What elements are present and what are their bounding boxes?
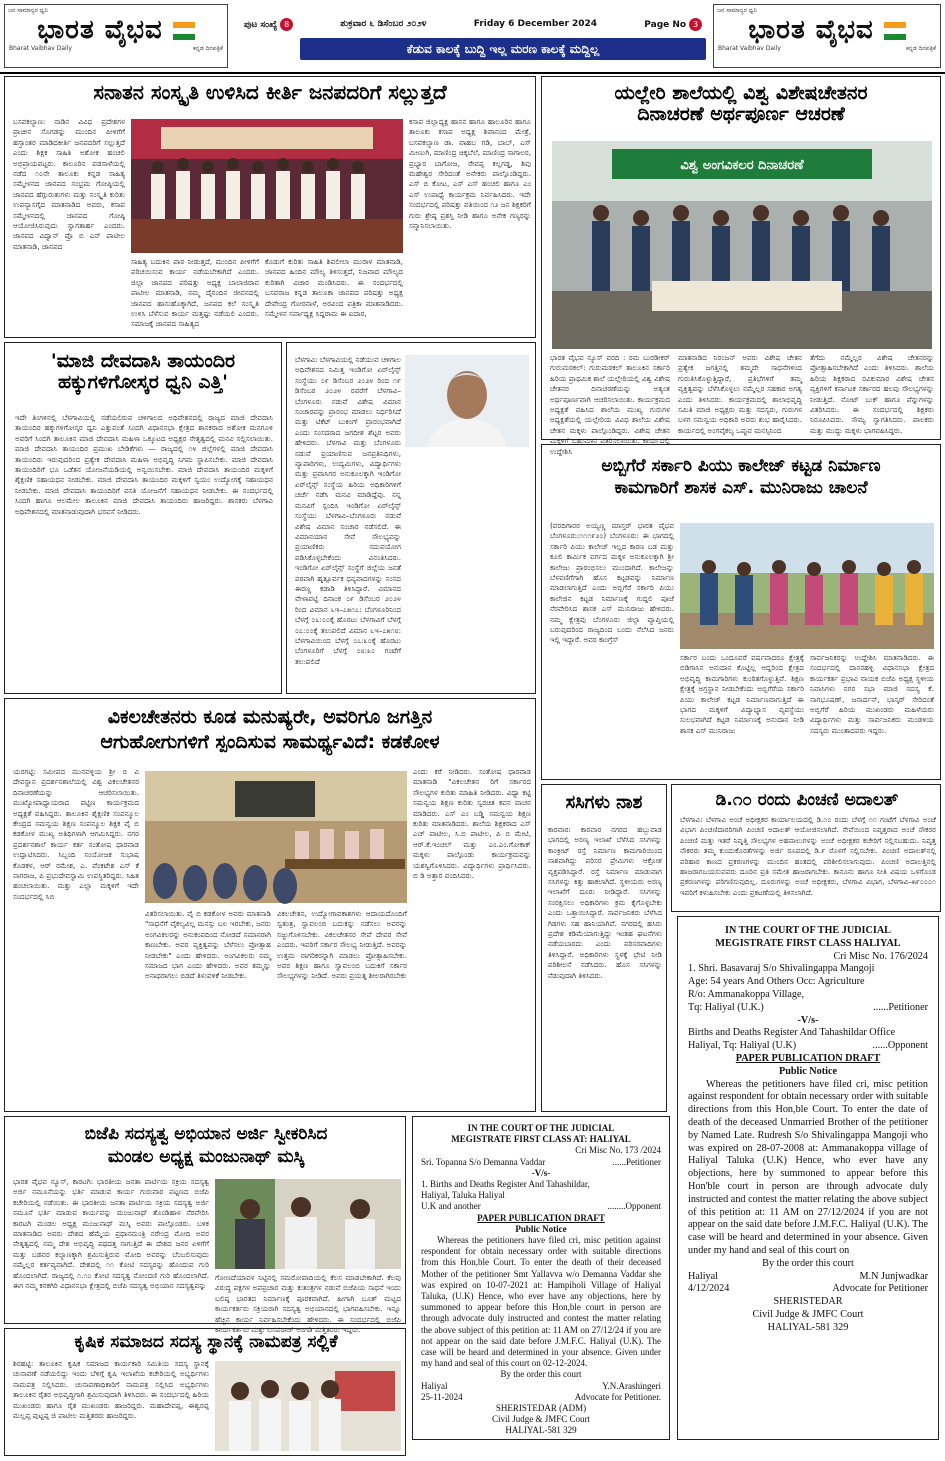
respondent-line1: Births and Deaths Register And Tahashildar Office [688, 1027, 896, 1039]
page-number: Page No 3 [644, 18, 702, 31]
headline: ಅಬ್ಬಿಗೆರೆ ಸರ್ಕಾರಿ ಪಿಯು ಕಾಲೇಜ್ ಕಟ್ಟಡ ನಿರ್ಮಾಣ ಕಾಮಗಾರಿಗೆ ಶಾಸಕ ಎಸ್. ಮುನಿರಾಜು ಚಾಲನೆ [601, 456, 881, 499]
school-event-photo-icon [552, 141, 932, 349]
ribbon-cutting-photo-icon [680, 523, 934, 649]
logo-name: ಭಾರತ ವೈಭವ [714, 15, 940, 45]
article-body-col3: ತೆಗೆದು ನಮ್ಮೆಲ್ಲರ ವಿಶೇಷ ಚೇತನರನ್ನು ಪ್ರೋತ್ಸಾಹಿಸಬೇಕಾಗಿದೆ ಎಂದು ತಿಳಿಸಿದರು. ಶಾಲೆಯ ಹಿರಿಯ ಶಿಕ್ಷಕರಾದ ರವಿಕುಮಾರ ವಿಶೇಷ ಚೇತನ ವ್ಯಕ್ತಿಗಳಿಗೆ ಕರ್ನಾಟಕ ಸರ್ಕಾರದ ಹಲವು ಸೌಲಭ್ಯಗಳನ್ನು ನೀಡುತ್ತಿದೆ. ನೋಟ್ ಬುಕ್ ಹಾಗೂ ಪೆನ್ನುಗಳನ್ನು ವಿತರಿಸಿದರು. ಈ ಸಂದರ್ಭದಲ್ಲಿ ಶಿಕ್ಷಕರು ನಿರೂಪಿಸಿದರು. ಸೌಮ್ಯ ಸ್ವಾಗತಿಸಿದರು. ಪಾಲಕರು ಮತ್ತು ಮುದ್ದು ಮಕ್ಕಳು ಭಾಗವಹಿಸಿದ್ದರು. [810, 353, 934, 435]
group-photo-icon [215, 1361, 401, 1451]
petitioner-line1: 1. Shri. Basavaraj S/o Shivalingappa Mangoji [688, 963, 875, 975]
article-photo [145, 771, 407, 903]
respondent-line1: 1. Births and Deaths Register And Tahashildar, [421, 1179, 590, 1190]
notice-title: Public Notice [778, 1065, 837, 1077]
mp-portrait [405, 355, 529, 447]
court-name-line1: IN THE COURT OF THE JUDICIAL [725, 925, 891, 936]
article-body: ಶಿರಹಟ್ಟಿ: ತಾಲೂಕಿನ ಕೃಷಿಕ ಸಮಾಜದ ಕಾರ್ಯಕಾರಿ ಸಮಿತಿಯ ಸದಸ್ಯ ಸ್ಥಾನಕ್ಕೆ ಚುನಾವಣೆ ನಡೆಯಲಿದ್ದು ಇಂದು ಬೆಳಿಗ್ಗೆ ಕೃಷಿ ಇಲಾಖೆಯ ಕಚೇರಿಯಲ್ಲಿ ಅಭ್ಯರ್ಥಿಗಳು ನಾಮಪತ್ರ ಸಲ್ಲಿಸಿದರು. ಚುನಾವಣಾಧಿಕಾರಿಗೆ ನಾಮಪತ್ರ ಸಲ್ಲಿಸಿದ ಅಭ್ಯರ್ಥಿಗಳು ತಾಲೂಕಿನ ರೈತರ ಅಭಿವೃದ್ಧಿಗಾಗಿ ಶ್ರಮಿಸುವುದಾಗಿ ತಿಳಿಸಿದರು. ಈ ಸಂದರ್ಭದಲ್ಲಿ ಹಿರಿಯ ಮುಖಂಡರು ಹಾಗೂ ರೈತ ಮುಖಂಡರು ಹಾಜರಿದ್ದರು. ಮಹಾದೇವಪ್ಪ, ಈಶ್ವರಪ್ಪ ಮಲ್ಲಪ್ಪ ಪುಟ್ಟಪ್ಪ ಜಿ ಪಾಟೀಲ ಮತ್ತಿತರರು ಹಾಜರಿದ್ದರು. [13, 1359, 209, 1421]
article-photo [680, 523, 934, 649]
sign-line1: SHERISTEDAR [773, 1296, 843, 1308]
article-body-col2: ಗೋಣದೆಯಾವಳ ನಿಟ್ಟಿನಲ್ಲಿ ಸಮರೋಪಾದಿಯಲ್ಲಿ ಕೆಲಸ ಮಾಡಬೇಕಾಗಿದೆ. ಕೆಲವು ವಿರುದ್ಧ ಪಕ್ಷಗಳ ಅಪಪ್ರಚಾರ ಮತ್ತು ಕುತಂತ್ರಗಳ ನಡುವೆ ಬಿಜೆಪಿಯ ಸಾಧನೆ ಇಂದು ಬಲಿಷ್ಠ ಭಾರತದ ನಿರ್ಮಾಣಕ್ಕೆ ಪೂರಕವಾಗಿದೆ. ಹೀಗಾಗಿ ಬೂತ್ ಮಟ್ಟದ ಕಾರ್ಯಕರ್ತರು ಸಕ್ರಿಯರಾಗಿ ಸದಸ್ಯತ್ವ ಅಭಿಯಾನದಲ್ಲಿ ಭಾಗವಹಿಸಬೇಕು. ಇನ್ನೂ ಹೆಚ್ಚಿನ ಕಾರ್ಯ ನಿರ್ವಹಿಸಬೇಕೆಂದು ಹೇಳಿದರು. ಈ ಸಂದರ್ಭದಲ್ಲಿ ಬಿಜೆಪಿ ಕಾರ್ಯಕರ್ತರು ಮತ್ತು ಬಸವರಾಜ್ ಅಂಗಡಿ ಮತ್ತಿತರರು ಇದ್ದರು. [215, 1273, 401, 1335]
by-order: By the order this court [500, 1369, 582, 1380]
logo-sub-kn: ಕನ್ನಡ ದಿನಪತ್ರಿಕೆ [192, 45, 223, 52]
article-photo [215, 1361, 401, 1451]
headline: ಸನಾತನ ಸಂಸ್ಕೃತಿ ಉಳಿಸಿದ ಕೀರ್ತಿ ಜನಪದರಿಗೆ ಸಲ್ಲುತ್ತದೆ [93, 80, 447, 104]
article-body-col3: ವಿಕಲಚೇತನ, ಉದ್ಯೋಗಾವಕಾಶಗಳು ಆದಾಯದೊಂದಿಗೆ ಸ್ವತಂತ್ರ, ಸ್ವಾವಲಂಬಿ ಬದುಕನ್ನು ನಡೆಸಲು ಅವರನ್ನು ಸಜ್ಜುಗೊಳಿಸಬೇಕು. ವಿಕಲಚೇತನರ ಸೇವೆ ದೇವರ ಸೇವೆ ಎಂದರು. ಇವರಿಗೆ ಸರ್ಕಾರ ಸೌಲಭ್ಯ ನೀಡುತ್ತಿದೆ. ಅವರನ್ನು ಉತ್ತಮ ನಾಗರಿಕರನ್ನಾಗಿ ಮಾಡಲು ಪ್ರೋತ್ಸಾಹಿಸಬೇಕು. ಅವರ ಶಿಕ್ಷಣ ಹಾಗೂ ಸ್ವಾವಲಂಬಿ ಬದುಕಿಗೆ ಸರ್ಕಾರ ಸೌಲಭ್ಯಗಳನ್ನು ನೀಡಿದೆ. ಅವರು ಪ್ರಯತ್ನ ಶೀಲರಾಗಿರಬೇಕು [277, 909, 407, 981]
date-english: Friday 6 December 2024 [473, 19, 598, 29]
notice-place: Haliyal [688, 1270, 718, 1282]
advocate-role: Advocate for Petitioner [832, 1283, 928, 1295]
masthead-logo-left [4, 4, 228, 68]
article-body-col2: ಮಾತನಾಡಿದ ನಿರಂಜನ್ ಅವರು ವಿಶೇಷ ಚೇತನ ಪ್ರತ್ಯೇಕ ಜಗತ್ತಿನಲ್ಲಿ ತಮ್ಮದೇ ಸಾಧನೆಗಳಿಂದ ಗುರುತಿಸಿಕೊಳ್ಳುತ್ತಿದ್ದಾರೆ, ಪ್ರತಿಭೆಗಳಿಗೆ ತಮ್ಮ ವ್ಯಕ್ತಿತ್ವವನ್ನು ಬೆಳೆಸಿಕೊಳ್ಳಲು ನಮ್ಮೆಲ್ಲರ ಸಹಕಾರ ಅಗತ್ಯ ಎಂದು ತಿಳಿಸಿದರು. ಕಾರ್ಯಕ್ರಮದಲ್ಲಿ ಶಾಲಾಭಿವೃದ್ಧಿ ಸಮಿತಿ ಮಾಜಿ ಅಧ್ಯಕ್ಷರು ಮತ್ತು ಸದಸ್ಯರು, ಗುರುಗಳ ಬಳಗ ಸಮನ್ವಯ ಅಧಿಕಾರಿ ಅವರು ಶುಭ ಹಾರೈಸಿದರು. ಕಾರ್ಯದಲ್ಲಿ ಅಂಗವೈಕಲ್ಯ ಒಪ್ಪುವ ಮನಸ್ಸಿನಿಂದ [678, 353, 802, 435]
respondent-role: ......Opponent [872, 1040, 928, 1052]
petitioner-line4: Tq: Haliyal (U.K.) [688, 1001, 764, 1013]
article-body-col1: ಯರಗಟ್ಟಿ: ಸಮೀಪದ ಮುನವಳ್ಳಿಯ ಶ್ರೀ ಬಿ ವಿ ದೇವಸ್ಥಾನ ಪ್ರದರ್ಶನಶಾಲೆಯಲ್ಲಿ ವಿಶ್ವ ವಿಕಲಚೇತನರ ದಿನಾಚರಣೆಯನ್ನು ಆಚರಿಸಲಾಯಿತು. ಮುಖ್ಯೋಪಾಧ್ಯಾಯರಾದ ಪಟ್ಟಿಣ ಕಾರ್ಯಕ್ರಮದ ಅಧ್ಯಕ್ಷತೆ ವಹಿಸಿದ್ದರು. ತಾಲೂಕಿನ ಶೈಕ್ಷಣಿಕ ಸಂಪನ್ಮೂಲ ಕೇಂದ್ರದ ಸಮನ್ವಯ ಶಿಕ್ಷಣ ಸಂಪನ್ಮೂಲ ಶಿಕ್ಷಕ ವೈ ಬಿ ಕಡಕೋಳ ಮುಖ್ಯ ಅತಿಥಿಗಳಾಗಿ ಆಗಮಿಸಿದ್ದರು. ನಗರ ಪ್ರದರ್ಶನಶಾಲೆ ಕಾರ್ಯ ಕರ್ತ ಸಂತೋಷ ಧಾರವಾಡ ಉದ್ಘಾಟಿಸಿದರು. ಸಿಬ್ಬಂದಿ ಸಂಯೋಜಕ ಸುಭಾಷ ಕೊಡಕಳ, ಆರ್ ರಮೇಶ, ಎ. ವೆಂಕಟೇಶ ಎಸ್ ಕೆ ನಾಗರಾಜ, ಪಿ ಪ್ರಭುದೇವಸ್ವಾಮಿ ಉಪಸ್ಥಿತರಿದ್ದರು. ಸಿಹಿತ ಹಂಚಲಾಯಿತು. ಮತ್ತು ಎಲ್ಲಾ ಮಕ್ಕಳಿಗೆ ಇದೇ ಸಂದರ್ಭದಲ್ಲಿ ಸಿಬಿ [13, 767, 139, 901]
article-heritage [4, 76, 536, 338]
event-photo-icon [131, 119, 403, 253]
versus: -V/s- [797, 1014, 819, 1026]
article-pu-college [541, 444, 941, 780]
article-body: ಬೆಳಗಾವಿ: ಬೆಳಗಾವಿಯಲ್ಲಿ ನಡೆಯುವ ಚಳಿಗಾಲ ಅಧಿವೇಶನದ ನಿಮಿತ್ತ ಇಂಡಿಗೋ ಏರ್‌ಲೈನ್ಸ್ ಸಂಸ್ಥೆಯು ೦೯ ಡಿಸೆಂಬರ ೨೦೨೪ ರಿಂದ ೧೯ ಡಿಸೆಂಬರ ೨೦೨೪ ರವರೆಗೆ ಬೆಳಗಾವಿ–ಬೆಂಗಳೂರು ನಡುವೆ ವಿಶೇಷ ವಿಮಾನ ಸಂಚಾರವನ್ನು ಪ್ರಾರಂಭ ಮಾಡಲು ನಿರ್ಧರಿಸಿದೆ ಮತ್ತು ಟಿಕೆಟ್ ಬುಕಿಂಗ್ ಪ್ರಾರಂಭವಾಗಿದೆ ಎಂದು ಸಂಸದರಾದ ಜಗದೀಶ ಶೆಟ್ಟರ ಅವರು ಹೇಳಿದರು. ಬೆಳಗಾವಿ ಮತ್ತು ಬೆಂಗಳೂರು ನಡುವೆ ಪ್ರಯಾಣಿಸುವ ಜನಪ್ರತಿನಿಧಿಗಳು, ವ್ಯಾಪಾರಿಗಳು, ಉದ್ಯಮಿಗಳು, ವಿದ್ಯಾರ್ಥಿಗಳು ಮತ್ತು ಪ್ರವಾಸಿಗರ ಅನುಕೂಲಕ್ಕಾಗಿ ಇಂಡಿಗೋ ಏರ್‌ಲೈನ್ಸ್ ಸಂಸ್ಥೆಯ ಹಿರಿಯ ಅಧಿಕಾರಿಗಳಿಗೆ ಚರ್ಚೆ ನಡೆಸಿ ಮನವಿ ಮಾಡಿದ್ದೆವು. ನನ್ನ ಮನವಿಗೆ ಸ್ಪಂದಿಸಿ ಇಂಡಿಗೋ ಏರ್‌ಲೈನ್ಸ್ ಸಂಸ್ಥೆಯು ಬೆಳಗಾವಿ–ಬೆಂಗಳೂರು ನಡುವೆ ವಿಶೇಷ ವಿಮಾನ ಸಂಚಾರ ನಡೆಸಲಿದೆ. ಈ ವಿಮಾನಯಾನ ಸೇವೆ ಸೌಲಭ್ಯವನ್ನು ಪ್ರಯಾಣಿಕರು ಸದುಪಯೋಗ ಪಡಿಸಿಕೊಳ್ಳಬೇಕೆಂದು ವಿನಂತಿಸಿದರು. ಇಂಡಿಗೋ ಏರ್‌ಲೈನ್ಸ್ ಸಂಸ್ಥೆಗೆ ಜಿಲ್ಲೆಯ ಜನತೆ ಪರವಾಗಿ ಹೃತ್ಪೂರ್ವಕ ಧನ್ಯವಾದಗಳನ್ನು ಸಂಸದ ಈರಣ್ಣ ಕಡಾಡಿ ತಿಳಿಸಿದ್ದಾರೆ. ವಿಮಾನದ ವೇಳಾಪಟ್ಟಿ ದಿನಾಂಕ ೦೯ ಡಿಸೆಂಬರ ೨೦೨೪ ರಿಂದ ವಿಮಾನ ೬ಇ–೭೫೧೭: ಬೆಂಗಳೂರಿನಿಂದ ಬೆಳಗ್ಗೆ ೦೬:೦೦ಕ್ಕೆ ಹೊರಟು ಬೆಳಗಾವಿಗೆ ಬೆಳಗ್ಗೆ ೦೭:೦೦ಕ್ಕೆ ತಲುಪಲಿದೆ ವಿಮಾನ ೬ಇ–೭೫೧೮: ಬೆಳಗಾವಿಯಿಂದ ಬೆಳಗ್ಗೆ ೦೭:೩೦ಕ್ಕೆ ಹೊರಟು ಬೆಂಗಳೂರಿಗೆ ಬೆಳಗ್ಗೆ ೦೮:೩೦ ಗಂಟೆಗೆ ತಲುಪಲಿದೆ [295, 355, 401, 666]
article-body-col2: ಸರ್ಕಾರ ಬಂದು ಒಂದೂವರೆ ವರ್ಷವಾದರೂ ಕ್ಷೇತ್ರಕ್ಕೆ ಬಿಡಿಗಾಸಿನ ಅನುದಾನ ಕೊಟ್ಟಿಲ್ಲ ಆದ್ದರಿಂದ ಕ್ಷೇತ್ರದ ಅಭಿವೃದ್ಧಿ ಕಾಮಗಾರಿಗಳು ಕುಂಠಿತಗೊಳ್ಳುತ್ತಿವೆ. ಶಿಕ್ಷಣ ಕ್ಷೇತ್ರಕ್ಕೆ ಅಗ್ರಸ್ಥಾನ ನೀಡಬೇಕೆಂದು ಅಬ್ಬಿಗೆರೆಯ ಸರ್ಕಾರಿ ಪಿಯು ಕಾಲೇಜ್ ಕಟ್ಟಡ ನಿರ್ಮಾಣವಾಗುತ್ತಿದೆ ಈ ಭಾಗದ ಮಕ್ಕಳಿಗೆ ವಿದ್ಯಾಭ್ಯಾಸ ವ್ಯವಸ್ಥೆಯು ಸುಲಭವಾಗಿದೆ ಕಟ್ಟಡ ನಿರ್ಮಾಣಕ್ಕೆ ಅನುದಾನ ನೀಡಿ ಶಾಸಕ ಎಸ್ ಮುನಿರಾಜು [680, 653, 804, 735]
versus: -V/s- [531, 1167, 551, 1178]
notice-body: Whereas the petitioners have filed cri, misc petition against respondent for obtain necessary order with suitable directions from this Hon,ble Court. To enter the date of death of the deceased Unmarried Brother of the petitioner by Named Late. Rudresh S/o Shivalingappa Mangoji who was expired on 28-07-2008 at: Ammanakoppa village of Haliyal Taluka (U.K) Hence, who ever have any objections, here by summoned to appear before this Hon'ble court in person are through advocate duly instructed and contest the matter relating the above subject of this petition at: 11 AM on 27/12/2024 if you are not appear on the said date before J.M.F.C. Haliyal (U.K). The case will be heard and determined in your absence. Given under my hand and seal of this court on [688, 1078, 928, 1256]
advocate-name: M.N Junjwadkar [859, 1270, 928, 1282]
petitioner-role: ......Petitioner [612, 1156, 661, 1167]
issue-label: ಪುಟ ಸಂಖ್ಯೆ 8 [244, 18, 293, 31]
article-bjp-membership [4, 1116, 406, 1335]
logo-tagline: ಜನ ಸಾಮಾನ್ಯರ ಧ್ವನಿ [717, 7, 757, 14]
respondent-line2: Haliyal, Tq: Haliyal (U.K) [688, 1040, 797, 1052]
respondent-line2: Haliyal, Taluka Haliyal [421, 1190, 505, 1201]
sign-line2: Civil Judge & JMFC Court [752, 1308, 864, 1320]
case-number: Cri Misc No. 173 /2024 [575, 1145, 661, 1156]
office-photo-icon [215, 1179, 401, 1269]
article-body: ಇದೇ ತಿಂಗಳಿನಲ್ಲಿ ಬೆಳಗಾವಿಯಲ್ಲಿ ನಡೆಯಲಿರುವ ಚಳಿಗಾಲದ ಅಧಿವೇಶನದಲ್ಲಿ ರಾಜ್ಯದ ಮಾಜಿ ದೇವದಾಸಿ ತಾಯಂದಿರ ಹಕ್ಕುಗಳಿಗೋಸ್ಕರ ಧ್ವನಿ ಎತ್ತುವಂತೆ ಸಿಂದಗಿ ವಿಧಾನಸಭಾ ಕ್ಷೇತ್ರದ ಶಾಸಕರಾದ ಅಶೋಕ ಮನಗೂಳಿ ಅವರಿಗೆ ಸಿಂದಗಿ ತಾಲೂಕಿನ ಮಾಜಿ ದೇವದಾಸಿ ಮಹಿಳಾ ಒಕ್ಕೂಟದ ಅಧ್ಯಕ್ಷರ ನೇತೃತ್ವದಲ್ಲಿ ಮನವಿ ಸಲ್ಲಿಸಲಾಯಿತು. ಮಾಜಿ ದೇವದಾಸಿ ತಾಯಂದಿರ ಪ್ರಮುಖ ಬೇಡಿಕೆಗಳು — ರಾಜ್ಯದಲ್ಲಿ ೧೪ ಜಿಲ್ಲೆಗಳಲ್ಲಿ ಮಾಜಿ ದೇವದಾಸಿ ತಾಯಂದಿರು ಇರುವುದರಿಂದ ಪ್ರತ್ಯೇಕ ದೇವದಾಸಿ ಮಹಿಳಾ ಅಭಿವೃದ್ಧಿ ನಿಗಮ ಸ್ಥಾಪಿಸಬೇಕು. ಮಾಜಿ ದೇವದಾಸಿ ತಾಯಂದಿರಿಗೆ ಭೂ ಒಡೆತನ ಯೋಜನೆಯಡಿಯಲ್ಲಿ ಅನ್ವಯಿಸಬೇಕು. ಮಾಜಿ ದೇವದಾಸಿ ತಾಯಂದಿರ ಮಕ್ಕಳಿಗೆ ಶೈಕ್ಷಣಿಕ ಸಹಾಯಧನ ನೀಡಬೇಕು. ಮಾಜಿ ದೇವದಾಸಿ ತಾಯಂದಿರ ಮಕ್ಕಳಿಗೆ ಸ್ವಯಂ ಉದ್ಯೋಗಕ್ಕೆ ಸಹಾಯಧನ ನೀಡಬೇಕು. ಮಾಜಿ ದೇವದಾಸಿ ತಾಯಂದಿರಿಗೆ ವಸತಿ ಯೋಜನೆಗೆ ಸಹಾಯಧನ ನೀಡಬೇಕು. ಈ ಸಂದರ್ಭದಲ್ಲಿ ಸಿಂದಗಿ ಹಾಗೂ ಆಲಮೇಲ ತಾಲೂಕಿನ ಮಾಜಿ ದೇವದಾಸಿ ತಾಯಂದಿರು ಹಾಜರಿದ್ದರು. ಶಾಸಕರು ಬೆಳಗಾವಿ ಅಧಿವೇಶನದಲ್ಲಿ ಮಾತನಾಡುವುದಾಗಿ ಭರವಸೆ ನೀಡಿದರು. [15, 413, 273, 516]
classroom-photo-icon [145, 771, 407, 903]
headline: ಡಿ.೧೦ ರಂದು ಪಿಂಚಣಿ ಅದಾಲತ್ [715, 790, 899, 810]
flag-icon [884, 22, 906, 40]
respondent-role: ........Opponent [607, 1201, 661, 1212]
headline: ಯಲ್ಲೇರಿ ಶಾಲೆಯಲ್ಲಿ ವಿಶ್ವ ವಿಶೇಷಚೇತನರ ದಿನಾಚರಣೆ ಅರ್ಥಪೂರ್ಣ ಆಚರಣೆ [614, 82, 868, 125]
masthead-tagline: ಕೆಡುವ ಕಾಲಕ್ಕೆ ಬುದ್ದಿ ಇಲ್ಲ ಮರಣ ಕಾಲಕ್ಕೆ ಮದ್ದಿಲ್ಲ [300, 38, 706, 60]
article-photo [131, 119, 403, 253]
issue-number: 8 [280, 18, 293, 31]
sign-line3: HALIYAL-581 329 [505, 1425, 577, 1436]
article-photo [552, 141, 932, 349]
petitioner-line2: Age: 54 years And Others Occ: Agriculture [688, 976, 865, 988]
article-body-col3: ಸಾರ್ವಜನಿಕರನ್ನು ಉದ್ದೇಶಿಸಿ ಮಾತನಾಡಿದರು. ಈ ಸಂದರ್ಭದಲ್ಲಿ ದಾಸರಹಳ್ಳಿ ವಿಧಾನಸಭಾ ಕ್ಷೇತ್ರದ ಕಾರ್ಯಕರ್ತ ಪ್ರಭಾವಿ ನಾಯಕ ಬಿಜೆಪಿ ಅಧ್ಯಕ್ಷ ಸ್ಥಳೀಯ ನಿವಾಸಿಗಳು ನಗರ ಸಭಾ ಮಾಜಿ ಸದಸ್ಯ ಕೆ. ನಾಗಭೂಷಣ್, ಜನಾರ್ದನ್, ಭಾಸ್ಕರ್ ಸೇರಿದಂತೆ ಅಬ್ಬಿಗೆರೆ ಹಿರಿಯ ಮುಖಂಡರು ಮಹಿಳೆಯರು ವಿದ್ಯಾರ್ಥಿಗಳು ಮತ್ತು ಸಾರ್ವಜನಿಕರು ಮಂಡಳಿಯ ಸದಸ್ಯರು ಮುಂತಾದವರು ಇದ್ದರು. [810, 653, 934, 735]
article-body-col2: ವಿತರಿಸಲಾಯಿತು. ವೈ ಬಿ ಕಡಕೋಳ ಅವರು ಮಾತನಾಡಿ "ಸಾಧನೆಗೆ ವೈಕಲ್ಯವಿಲ್ಲ ಮನಸ್ಸು ಬಲ ಇರಬೇಕು, ಜನರು ಅಂಗವಿಕಲರನ್ನು ಅನುಕಂಪದಿಂದ ನೋಡದೆ ಸಮಾನರಾಗಿ ಕಾಣಬೇಕು. ಅವರ ವ್ಯಕ್ತಿತ್ವವನ್ನು ಬೆಳೆಸಲು ಪ್ರೋತ್ಸಾಹ ನೀಡಬೇಕು" ಎಂದು ಹೇಳಿದರು. ಅಂಗವಿಕಲರು ನಮ್ಮ ಸಮಾಜದ ಭಾಗ ಎಂದು ಹೇಳಿದರು. ಅವರ ತಮ್ಮನ್ನು ಅನಾಥರಾಗಲು ಬಿಡದೆ ತಿಳುವಳಿಕೆ ನೀಡಬೇಕು. [145, 909, 271, 981]
dateline-strip [238, 16, 708, 32]
article-body-col1: ಭಾರತ ವೈಭವ ನ್ಯೂಸ್, ಕಾರಟಗಿ: ಭಾರತೀಯ ಜನತಾ ಪಾರ್ಟಿಯ ಸಕ್ರಿಯ ಸದಸ್ಯತ್ವ ಅರ್ಜಿ ನಮೂನೆಯನ್ನು ಭರ್ತಿ ಮಾಡುವ ಕಾರ್ಯ ಗುರುವಾರ ಪಟ್ಟಣದ ಬಿಜೆಪಿ ಕಚೇರಿಯಲ್ಲಿ ನಡೆಯಿತು. ಈ ಭಾರತೀಯ ಜನತಾ ಪಾರ್ಟಿಯ ಸಕ್ರಿಯ ಸದಸ್ಯತ್ವ ಅರ್ಜಿ ನಮೂನೆ ಭರ್ತಿ ಮಾಡುವ ಕಾರ್ಯವನ್ನು ಮಂಜುನಾಥ್ ತೊಂಡಿಹಾಳ ನೆರವೇರಿಸಿ ಕಾರಟಗಿ ಮಂಡಲ ಅಧ್ಯಕ್ಷ ಮಂಜುನಾಥ್ ಮಸ್ಕಿ ಅವರು ಪಾಲ್ಗೊಂಡರು. ಬಳಿಕ ಮಾತನಾಡಿದ ಅವರು ದೇಶದ ಹೆಮ್ಮೆಯ ಪ್ರಧಾನಮಂತ್ರಿ ನರೇಂದ್ರ ಮೋದಿ ಅವರ ನೇತೃತ್ವದಲ್ಲಿ ನಮ್ಮ ದೇಶ ಅಭಿವೃದ್ಧಿ ಪಥದತ್ತ ಸಾಗುತ್ತಿದೆ ಈ ದೇಶದ ಜನರ ಏಳಿಗೆಗೆ ಮತ್ತು ಬಡವರ ಕಲ್ಯಾಣಕ್ಕಾಗಿ ಶ್ರಮಿಸುತ್ತಿರುವ ಮೋದಿ ಅವರನ್ನು ಬೆಂಬಲಿಸುವುದು ನಮ್ಮೆಲ್ಲರ ಕರ್ತವ್ಯವಾಗಿದೆ. ದೇಶದಲ್ಲಿ ೧೧ ಕೋಟಿ ಸದಸ್ಯರನ್ನು ಹೊಂದುವ ಗುರಿ ಹೊಂದಲಾಗಿದೆ. ರಾಜ್ಯದಲ್ಲಿ ೧.೧೦ ಕೋಟಿ ಸದಸ್ಯತ್ವ ನೋಂದಣಿ ಗುರಿ ಹೊಂದಲಾಗಿದೆ. ಈಗ ನಮ್ಮ ಕನಕಗಿರಿ ವಿಧಾನಸಭಾ ಕ್ಷೇತ್ರದಲ್ಲಿ ಬಿಜೆಪಿ ಸದಸ್ಯತ್ವ ಅಭಿಯಾನ ಸದಸ್ಯತ್ವವನ್ನು [13, 1177, 209, 1291]
headline: ವಿಕಲಚೇತನರು ಕೂಡ ಮನುಷ್ಯರೇ, ಅವರಿಗೂ ಜಗತ್ತಿನ ಆಗುಹೋಗುಗಳಿಗೆ ಸ್ಪಂದಿಸುವ ಸಾಮರ್ಥ್ಯವಿದೆ: ಕಡಕೋಳ [100, 706, 440, 753]
article-krishika [4, 1328, 406, 1456]
article-body-col1: ಭಾರತ ವೈಭವ ನ್ಯೂಸ್ ವರದಿ : ರಮ ಬುರಡೀಕರ್ ಗುರುಮಠಕಲ್: ಗುರುಮಠಕಲ್ ತಾಲೂಕಿನ ಸರ್ಕಾರಿ ಹಿರಿಯ ಪ್ರಾಥಮಿಕ ಶಾಲೆ ಯಲ್ಲೇರಿಯಲ್ಲಿ ವಿಶ್ವ ವಿಶೇಷ ಚೇತನರ ದಿನಾಚರಣೆಯನ್ನು ಅತ್ಯಂತ ಅರ್ಥಪೂರ್ಣವಾಗಿ ಆಚರಿಸಲಾಯಿತು. ಕಾರ್ಯಕ್ರಮದ ಅಧ್ಯಕ್ಷತೆ ವಹಿಸಿದ ಶಾಲೆಯ ಮುಖ್ಯ ಗುರುಗಳ ಅಧ್ಯಕ್ಷತೆಯಲ್ಲಿ ಯಲ್ಲೇರಿಯ ವಿವಿಧ ಶಾಲೆಯ ವಿಶೇಷ ಚೇತನ ಮಕ್ಕಳು ಪಾಲ್ಗೊಂಡಿದ್ದರು. ವಿಶೇಷ ಚೇತನ ಮಕ್ಕಳಿಗೆ ಬಹುಮಾನ ವಿತರಿಸಲಾಯಿತು. ಕಾರ್ಯದಲ್ಲಿ ಉದ್ದೇಶಿಸಿ [550, 353, 670, 456]
article-body-col2: ಸಾಹಿತ್ಯ ಬದುಕಿನ ಪಾಠ ನೀಡುತ್ತದೆ, ಮುಂದಿನ ಪೀಳಿಗೆಗೆ ಪರಿಚಯಿಸುವ ಕಾರ್ಯ ನಡೆಯಬೇಕಾಗಿದೆ ಎಂದರು. ಜಿಲ್ಲಾ ಜಾನಪದ ಪರಿಷತ್ತು ಅಧ್ಯಕ್ಷ ಬಾಲಾಜಿರಾವ ಪಾಟೀಲ ಮಾತನಾಡಿ, ನಮ್ಮ ದೈನಂದಿನ ಜೀವನದಲ್ಲಿ ಜಾನಪದ ಹಾಸುಹೊಕ್ಕಾಗಿದೆ, ಜನಪದ ಕಲೆ ಸಂಸ್ಕೃತಿ ಉಳಿಸಿ ಬೆಳೆಸುವ ಕಾರ್ಯ ಮತ್ತಷ್ಟು ನಡೆಯಲಿ ಎಂದರು. ಸಮಾಜಕ್ಕೆ ಜಾನಪದ ಸಾಹಿತ್ಯದ [131, 257, 259, 329]
article-devadasi [4, 342, 282, 694]
logo-name: ಭಾರತ ವೈಭವ [5, 15, 227, 45]
masthead-logo-right [713, 4, 941, 68]
court-notice-176 [677, 916, 939, 1440]
article-body: ಕಾರವಾರ: ಕಾರವಾರ ನಗರದ ಹಬ್ಬುವಾಡ ಭಾಗದಲ್ಲಿ ಅರಣ್ಯ ಇಲಾಖೆ ಬೆಳೆಸಿದ ಸಸಿಗಳನ್ನು ಕಾಂಕ್ರೀಟ್ ರಸ್ತೆ ನಿರ್ಮಾಣ ಕಾಮಗಾರಿಯಿಂದ ನಾಶವಾಗಿದ್ದು ಪರಿಸರ ಪ್ರೇಮಿಗಳು ಆಕ್ರೋಶ ವ್ಯಕ್ತಪಡಿಸಿದ್ದಾರೆ. ರಸ್ತೆ ನಿರ್ಮಾಣ ಮಾಡುವಾಗ ಸಸಿಗಳನ್ನು ಕಿತ್ತು ಹಾಕಲಾಗಿದೆ. ಸ್ಥಳೀಯರು ಅರಣ್ಯ ಇಲಾಖೆಗೆ ದೂರು ನೀಡಿದ್ದಾರೆ. ಸಸಿಗಳನ್ನು ಸಂರಕ್ಷಿಸಲು ಅಧಿಕಾರಿಗಳು ಕ್ರಮ ಕೈಗೊಳ್ಳಬೇಕು ಎಂದು ಒತ್ತಾಯಿಸಿದ್ದಾರೆ. ಸಾರ್ವಜನಿಕರು ಬೆಳೆಸಿದ ಗಿಡಗಳು ಸಹ ಹಾನಿಯಾಗಿವೆ. ನಗರದಲ್ಲಿ ಹಸಿರು ಪ್ರದೇಶ ಕಡಿಮೆಯಾಗುತ್ತಿದ್ದು ಇಂತಹ ಘಟನೆಗಳು ನಡೆಯಬಾರದು ಎಂದು ಪರಿಸರವಾದಿಗಳು ತಿಳಿಸಿದ್ದಾರೆ. ಅಧಿಕಾರಿಗಳು ಸ್ಥಳಕ್ಕೆ ಭೇಟಿ ನೀಡಿ ಪರಿಶೀಲನೆ ನಡೆಸಿದರು. ಹೊಸ ಸಸಿಗಳನ್ನು ನೆಡುವುದಾಗಿ ತಿಳಿಸಿದರು. [548, 825, 662, 980]
headline: 'ಮಾಜಿ ದೇವದಾಸಿ ತಾಯಂದಿರ ಹಕ್ಕುಗಳಿಗೋಸ್ಕರ ಧ್ವನಿ ಎತ್ತಿ' [50, 350, 236, 393]
article-body-col1: ಬಸವಕಲ್ಯಾಣ: ನಾಡಿನ ವಿವಿಧ ಪ್ರದೇಶಗಳ ಪ್ರಾಚೀನ ಸೊಗಡನ್ನು ಮುಂದಿನ ಪೀಳಿಗೆಗೆ ಹಸ್ತಾಂತರ ಮಾಡಿದಕೀರ್ತಿ ಜನಪದರಿಗೆ ಸಲ್ಲುತ್ತದೆ ಎಂದು ಶಿಕ್ಷಕ ಸಾಹಿತಿ ಅಶೋಕ ಹಂಚಲಿ ಅಭಿಪ್ರಾಯಪಟ್ಟರು. ಕಾಲೂರಿನ ಪಡಸಾಳೆಯಲ್ಲಿ ನಡೆದ ೧೦ನೇ ತಾಲೂಕು ಕನ್ನಡ ಸಾಹಿತ್ಯ ಸಮ್ಮೇಳನದ ಜಾನಪದ ಸಂಭ್ರಮ ಗೋಷ್ಠಿಯಲ್ಲಿ ಜಾನಪದ ಹೆಗ್ಗುರುತುಗಳು ಮತ್ತು ಸಂಸ್ಕೃತಿ ಕುರಿತು ಉಪನ್ಯಾಸಗೈದ ಮಾತನಾಡಿದ ಅವರು, ಕಸಾಪ ಸಮ್ಮೇಳನದಲ್ಲಿ ಜಾನಪದ ಗೋಷ್ಠಿ ಆಯೋಜಿಸಿರುವುದು ಸ್ವಾಗತಾರ್ಹ ಎಂದರು. ಜಾನಪದ ವಿದ್ವಾನ್ ಪ್ರೊ ಬಿ ಎನ್ ಪಾಟೀಲ ಮಾತನಾಡಿ, ಜಾನಪದ [13, 117, 125, 251]
notice-date: 25-11-2024 [421, 1391, 463, 1402]
notice-date: 4/12/2024 [688, 1283, 730, 1295]
article-body-col4: ಕಸಾಪ ಜಿಲ್ಲಾಧ್ಯಕ್ಷ ಹಾಸನ ಹಾಗೂ ಹಾಲೂರಿನ ಹಾಗೂ ತಾಲೂಕು ಕಸಾಪ ಅಧ್ಯಕ್ಷ ಶಿವಾನಂದ ಮೇತ್ರೆ, ಬಸವಕಲ್ಯಾಣ ಡಾ. ವಾಹಬ ಗಡಿ, ಬಾಬ್, ಎಸ್ ಮೀಣುಗಿ, ಮಾಣಿಂದ್ರ ಚಿಕ್ಕಬೆಲೆ, ಮಾಣಿಂದ್ರ ಸಾಗಾಲರ, ಪ್ರಭ್ಯಾರ ಬಾಗೋಜ, ರೇವಪ್ಪ ಕಲ್ಲಗಡ್ಡ, ಶಿವು ಮಹೇಶ್ವರ ಸೇರಿದಂತೆ ಅನೇಕರು ಪಾಲ್ಗೊಂಡಿದ್ದರು. ಎಸ್ ಬಿ ಕೋಟ, ಎಸ್ ಎಸ್ ಹಂಚಲಿ ಹಾಗೂ ಎಂ ಎಸ್ ಉಪಾಧ್ಯೆ ಕಾರ್ಯಕ್ರಮ ನಿರ್ವಹಿಸಿದರು. ಇದೇ ಸಂದರ್ಭದಲ್ಲಿ ಪರಿಷತ್ತು ವತಿಯಿಂದ ೧೨ ಜನ ಶಿಕ್ಷಕರಿಗೆ ಗುರು ಶ್ರೇಷ್ಠ ಪ್ರಶಸ್ತಿ ನೀಡಿ ಹಾಗೂ ಅನೇಕ ಗಣ್ಯರನ್ನು ಸನ್ಮಾನಿಸಲಾಯಿತು. [409, 117, 531, 231]
by-order: By the order this court [762, 1257, 854, 1269]
date-kannada: ಶುಕ್ರವಾರ ೬ ಡಿಸೆಂಬರ ೨೦೨೪ [340, 19, 427, 29]
logo-sub-kn: ಕನ್ನಡ ದಿನಪತ್ರಿಕೆ [905, 45, 936, 52]
logo-sub-en: Bharat Vaibhav Daily [718, 45, 781, 52]
respondent-line3: U.K and another [421, 1201, 481, 1212]
court-notice-173 [412, 1116, 670, 1440]
petitioner: Sri. Topanna S/o Demanna Vaddar [421, 1156, 546, 1167]
headline: ಸಸಿಗಳು ನಾಶ [565, 792, 643, 813]
petitioner-line3: R/o: Ammanakoppa Village, [688, 988, 805, 1000]
article-body-continued [295, 467, 529, 689]
advocate-name: Y.N.Arashingeri [602, 1380, 661, 1391]
article-disability-day [541, 76, 941, 456]
court-name-line2: MEGISTRATE FIRST CLASS HALIYAL [715, 937, 901, 949]
draft-title: PAPER PUBLICATION DRAFT [477, 1212, 605, 1223]
logo-tagline: ಜನ ಸಾಮಾನ್ಯರ ಧ್ವನಿ [8, 7, 48, 14]
advocate-role: Advocate for Petitioner. [574, 1391, 661, 1402]
sign-line1: SHERISTEDAR (ADM) [495, 1403, 587, 1414]
logo-sub-en: Bharat Vaibhav Daily [9, 45, 72, 52]
draft-title: PAPER PUBLICATION DRAFT [735, 1052, 881, 1064]
case-number: Cri Misc No. 176/2024 [833, 950, 928, 962]
article-saplings [541, 784, 667, 1112]
article-photo [215, 1179, 401, 1269]
notice-body: Whereas the petitioners have filed cri, misc petition against respondent for obtain necessary order with suitable directions from this Hon,ble Court. To enter the death of their deceased Mother of the petitioner Smt Yallavva w/o Demanna Vaddar she was expired on 10-07-2021 at: Hampiholi Village of Haliyal Taluka, (U.K) Hence, who ever have any objections, here by summoned to appear before this Hon,ble court in person are through advocate duly instructed and contest the matter relating the above subject of this petition at: 11 AM on 27/12/24 if you are not appear on the said date before J.M.F.C. Haliyal (U.K). The case will be heard and determined in your absence. Given under my hand and seal of this court on 02-12-2024. [421, 1235, 661, 1369]
article-kadakola [4, 698, 536, 1112]
sign-line3: HALIYAL-581 329 [767, 1321, 849, 1333]
article-body-col3: ಕೊಡುಗೆ ಕುರಿತು ಸಾಹಿತಿ ಶಿವಲೀಲಾ ಮುರಾಳ ಮಾತನಾಡಿ, ಜಾನಪದ ಹಿಂದಿನ ಮೌಲ್ಯ ತಿಳಿಸುತ್ತದೆ, ನಿಜವಾದ ಮೌಲ್ಯದ ಕುರಿತಾಗಿ ವಿಚಾರ ಮಂಡಿಸಿದರು. ಈ ಸಂದರ್ಭದಲ್ಲಿ ಬಸವರಾಜ ಕನ್ನಡ ತಾಲೂಕಾ ಜಾನಪದ ಪರಿಷತ್ತು ಅಧ್ಯಕ್ಷ ದೇವೇಂದ್ರ ಗೋರನಾಳೆ, ಅರವಿಂದ ಪತ್ರಿಕಾ ಮಾತನಾಡಿದರು. ಸಮ್ಮೇಳನ ಸರ್ವಾಧ್ಯಕ್ಷ ಸಿದ್ದರಾಮ ಈ ಐದಾರ, [265, 257, 403, 319]
article-pension-adalat [671, 784, 941, 912]
headline: ಕೃಷಿಕ ಸಮಾಜದ ಸದಸ್ಯ ಸ್ಥಾನಕ್ಕೆ ನಾಮಪತ್ರ ಸಲ್ಲಿಕೆ [74, 1332, 338, 1352]
court-name-line1: IN THE COURT OF THE JUDICIAL [467, 1123, 615, 1133]
court-name-line2: MEGISTRATE FIRST CLASS AT: HALIYAL [451, 1134, 631, 1145]
flag-icon [173, 22, 195, 40]
article-body-col4: ಎಂದು ಕರೆ ನೀಡಿದರು. ಸಂತೋಷ ಧಾರವಾಡ ಮಾತನಾಡಿ "ವಿಕಲಚೇತನ ರಿಗೆ ಸರ್ಕಾರದ ಸೌಲಭ್ಯಗಳ ಕುರಿತು ಮಾಹಿತಿ ನೀಡಿದರು. ವಿಧ್ಯಾ ಕಟ್ಟಿ ಸಮನ್ವಯ ಶಿಕ್ಷಣ ಕುರಿತು ಸ್ವರಚಿತ ಕವನ ವಾಚನ ಮಾಡಿದರು. ಎಸ್ ಎಂ ಬಡ್ಡಿ ಸಮನ್ವಯ ಶಿಕ್ಷಣ ಕುರಿತು ಮಾತನಾಡಿದರು. ಶಾಲೆಯ ಶಿಕ್ಷಕರಾದ ಎಸ್ ಎಚ್ ಪಾಟೀಲ, ಸಿ.ಬಿ ಪಾಟೀಲ, ಪಿ ಬಿ ಮೇಟಿ, ಆರ್.ಕೆ.ಇಂಚಲ್ ಮತ್ತು ಎಂ.ಎಂ.ಗೋಕಾಕ್ ಮಕ್ಕಳು ಪಾಲ್ಗೊಂಡು ಕಾರ್ಯಕ್ರಮವನ್ನು ಯಶಸ್ವಿಗೊಳಿಸಿದರು. ವಿದ್ಯಾರ್ಥಿಗಳು ಪ್ರಾರ್ಥಿಸಿದರು. ಬಿ ಡಿ ಅತ್ತಾರ ವಂದಿಸಿದರು. [413, 767, 531, 881]
article-body: ಬೆಳಗಾವಿ: ಬೆಳಗಾವಿ ಅಂಚೆ ಅಧೀಕ್ಷಕರ ಕಾರ್ಯಾಲಯದಲ್ಲಿ ಡಿ.೧೦ ರಂದು ಬೆಳಗ್ಗೆ ೧೧ ಗಂಟೆಗೆ ಬೆಳಗಾವಿ ಅಂಚೆ ವಿಭಾಗ ಪಿಂಚಣಿದಾರರಿಗಾಗಿ ಪಿಂಚಣಿ ಅದಾಲತ್ ಆಯೋಜಿಸಲಾಗಿದೆ. ಸೇವೆಯಿಂದ ನಿವೃತ್ತರಾದ ಅಂಚೆ ನೌಕರರ ಪಿಂಚಣಿ ಮತ್ತು ಇತರೆ ನಿವೃತ್ತಿ ಸೌಲಭ್ಯಗಳ ಅಹವಾಲುಗಳನ್ನು ಅಂಚೆ ಅಧೀಕ್ಷಕರ ಕಚೇರಿಗೆ ಸಲ್ಲಿಸಬಹುದು. ನಿವೃತ್ತ ನೌಕರರು ತಮ್ಮ ಕುಂದುಕೊರತೆಗಳನ್ನು ಅರ್ಜಿ ರೂಪದಲ್ಲಿ ಡಿ.೯ ರೊಳಗೆ ಸಲ್ಲಿಸಬೇಕು. ಪಿಂಚಣಿ ಅದಾಲತ್‌ನಲ್ಲಿ ಪರಿಹಾರ ಕಾಣದ ಪ್ರಕರಣಗಳನ್ನು ಮುಂದಿನ ಹಂತದಲ್ಲಿ ಪರಿಶೀಲಿಸಲಾಗುವುದು. ಪಿಂಚಣಿ ಅದಾಲತ್ತಿನಲ್ಲಿ ಹಾಜರಾಗಬಯಸುವವರು ದೂರಿನ ಪ್ರತಿ ಸಮೇತ ಹಾಜರಾಗಬೇಕು. ಕಾನೂನು ಹಾಗೂ ನೀತಿ ವಿಷಯ ಒಳಗೊಂಡ ಪ್ರಕರಣಗಳನ್ನು ಪರಿಗಣಿಸುವುದಿಲ್ಲ. ದೂರುಗಳನ್ನು ಅಂಚೆ ಅಧೀಕ್ಷಕರು, ಬೆಳಗಾವಿ ವಿಭಾಗ, ಬೆಳಗಾವಿ–೫೯೦೦೦೧ ಇವರಿಗೆ ಕಳುಹಿಸಬೇಕು ಎಂದು ಪ್ರಕಟಣೆಯಲ್ಲಿ ತಿಳಿಸಲಾಗಿದೆ. [680, 815, 936, 897]
article-body-col1: (ವರದಿಗಾರರ ಅಯ್ಯಣ್ಣ ಮಾಸ್ತರ್ ಭಾರತ ವೈಭವ ಬೆಂಗಳೂರು:೧೧೧೯೨೦) ಬೆಂಗಳೂರು: ಈ ಭಾಗದಲ್ಲಿ ಸರ್ಕಾರಿ ಪಿಯು ಕಾಲೇಜ್ ಇಲ್ಲದ ಕಾರಣ ಬಡ ಮತ್ತು ಕೂಲಿ ಕಾರ್ಮಿಕ ವರ್ಗದ ಮಕ್ಕಳ ಅನುಕೂಲಕ್ಕಾಗಿ ಶ್ರೀ ಕಾಲೇಜು ಪ್ರಾರಂಭಿಸಲು ಮುಂದಾಗಿದೆ. ಕಾಲೇಜನ್ನು ಬೆಳವಣಿಗೆಗಾಗಿ ಹೊಸ ಕಟ್ಟಡವನ್ನು ನಿರ್ಮಾಣ ಮಾಡಲಾಗುತ್ತಿದೆ ಎಂದು ಅಬ್ಬಿಗೆರೆ ಸರ್ಕಾರಿ ಪಿಯು ಕಾಲೇಜಿನ ಕಟ್ಟಡ ನಿರ್ಮಾಣಕ್ಕೆ ಗುದ್ದಲಿ ಪೂಜೆ ನೆರವೇರಿಸಿದ ಶಾಸಕ ಎಸ್ ಮುನಿರಾಜು ಹೇಳಿದರು. ನಮ್ಮ ಕ್ಷೇತ್ರವು ಬೆಂಗಳೂರು ಜಿಲ್ಲಾ ವ್ಯಾಪ್ತಿಯಲ್ಲಿ ಬರುವುದರಿಂದ ರಾಜ್ಯದಿಂದ ಬಂದು ನೆಲೆಸಿದ ಜನರು ಇಲ್ಲಿ ಇದ್ದಾರೆ. ಅವರ ಕಾಂಗ್ರೆಸ್ [550, 521, 674, 645]
notice-title: Public Notice [515, 1223, 567, 1234]
article-flights [286, 342, 536, 694]
notice-place: Haliyal [421, 1380, 448, 1391]
headline: ಬಿಜೆಪಿ ಸದಸ್ಯತ್ವ ಅಭಿಯಾನ ಅರ್ಜಿ ಸ್ವೀಕರಿಸಿದ ಮಂಡಲ ಅಧ್ಯಕ್ಷ ಮಂಜುನಾಥ್ ಮಸ್ಕಿ [84, 1124, 328, 1167]
portrait-photo-icon [405, 355, 529, 447]
petitioner-role: ......Petitioner [873, 1001, 928, 1013]
banner-text: ವಿಶ್ವ ಅಂಗವಿಕಲರ ದಿನಾಚರಣೆ [680, 158, 804, 173]
sign-line2: Civil Judge & JMFC Court [491, 1414, 590, 1425]
